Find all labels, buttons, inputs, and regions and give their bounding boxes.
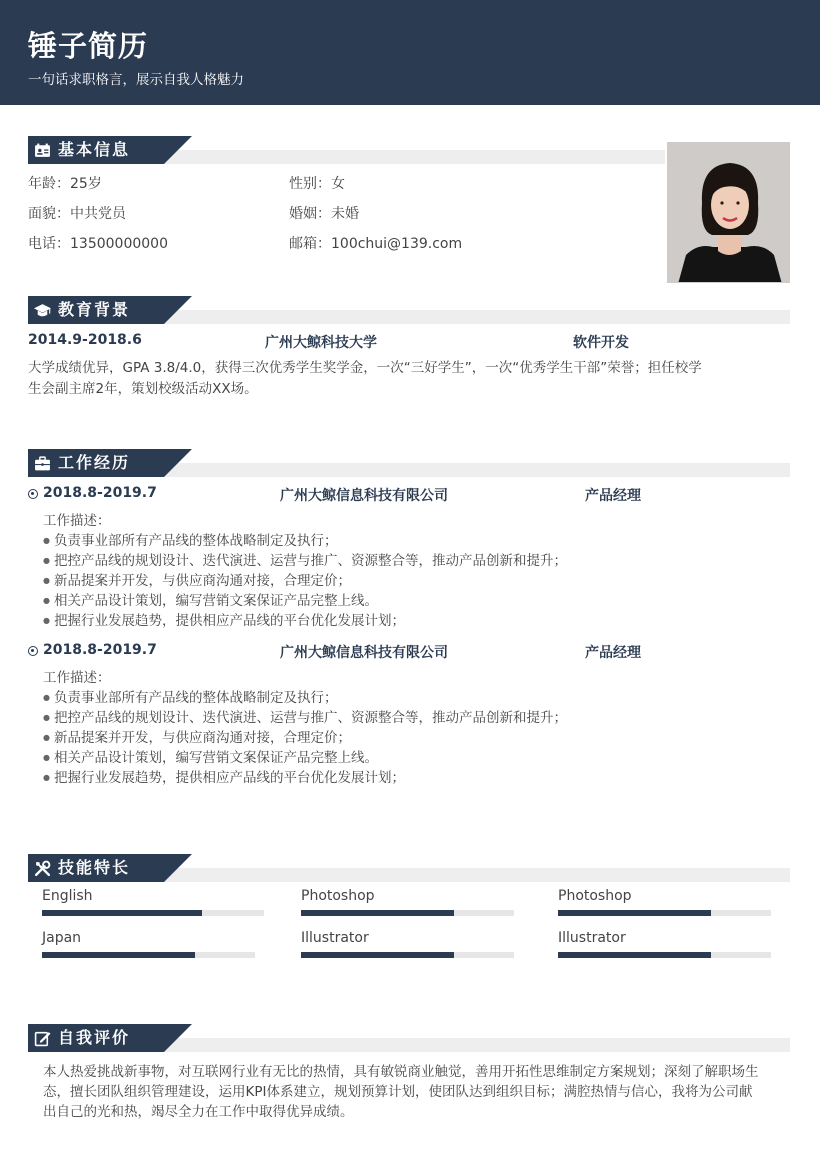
section-slant — [164, 136, 192, 164]
skill-bar — [558, 952, 771, 958]
job-period: 2018.8-2019.7 — [43, 485, 157, 501]
timeline-dot-icon — [28, 646, 38, 656]
edu-period: 2014.9-2018.6 — [28, 332, 142, 348]
job-desc-item: ● 把握行业发展趋势，提供相应产品线的平台优化发展计划； — [43, 766, 405, 786]
section-title-basic: 基本信息 — [28, 136, 164, 164]
section-title-skills: 技能特长 — [28, 854, 164, 882]
section-skills — [28, 854, 790, 882]
info-politics: 面貌：中共党员 — [28, 206, 126, 222]
section-title-self: 自我评价 — [28, 1024, 164, 1052]
timeline-dot-icon — [28, 489, 38, 499]
info-phone: 电话：13500000000 — [28, 236, 168, 252]
resume-header — [0, 0, 820, 105]
skill-name: Illustrator — [558, 930, 626, 946]
skill-bar — [42, 952, 255, 958]
skill-name: Photoshop — [301, 888, 375, 904]
job-company: 广州大鲸信息科技有限公司 — [280, 645, 448, 661]
resume-name: 锤子简历 — [28, 29, 149, 63]
job-desc-item: ● 新品提案并开发，与供应商沟通对接，合理定价； — [43, 569, 351, 589]
section-basic-info — [28, 136, 665, 164]
job-desc-item: ● 相关产品设计策划，编写营销文案保证产品完整上线。 — [43, 589, 378, 609]
job-company: 广州大鲸信息科技有限公司 — [280, 488, 448, 504]
skill-fill — [301, 952, 454, 958]
section-title-education: 教育背景 — [28, 296, 164, 324]
edu-desc-line1: 大学成绩优异，GPA 3.8/4.0，获得三次优秀学生奖学金，一次“三好学生”，一次“优秀学生干部”荣誉；担任校学 — [28, 360, 702, 376]
edu-school: 广州大鲸科技大学 — [265, 335, 377, 351]
graduation-cap-icon — [34, 302, 51, 319]
self-eval-line3: 出自己的光和热，竭尽全力在工作中取得优异成绩。 — [43, 1104, 354, 1120]
skill-bar — [301, 952, 514, 958]
skill-fill — [42, 952, 195, 958]
edit-icon — [34, 1030, 51, 1047]
section-title-work: 工作经历 — [28, 449, 164, 477]
id-card-icon — [34, 142, 51, 159]
info-marriage: 婚姻：未婚 — [289, 206, 359, 222]
skill-fill — [558, 952, 711, 958]
edu-desc-line2: 生会副主席2年，策划校级活动XX场。 — [28, 381, 258, 397]
skill-bar — [301, 910, 514, 916]
skill-fill — [301, 910, 454, 916]
skill-name: Japan — [42, 930, 82, 946]
section-work — [28, 449, 790, 477]
job-desc-item: ● 把握行业发展趋势，提供相应产品线的平台优化发展计划； — [43, 609, 405, 629]
info-age: 年龄：25岁 — [28, 176, 102, 192]
self-eval-line2: 态，擅长团队组织管理建设，运用KPI体系建立，规划预算计划，使团队达到组织目标；满腔热情与信心，我将为公司献 — [43, 1084, 753, 1100]
job-desc-item: ● 负责事业部所有产品线的整体战略制定及执行； — [43, 529, 337, 549]
skill-bar — [558, 910, 771, 916]
job-desc-item: ● 新品提案并开发，与供应商沟通对接，合理定价； — [43, 726, 351, 746]
section-slant — [164, 854, 192, 882]
job-desc-item: ● 把控产品线的规划设计、迭代演进、运营与推广、资源整合等，推动产品创新和提升； — [43, 706, 567, 726]
section-education — [28, 296, 790, 324]
info-gender: 性别：女 — [289, 176, 345, 192]
resume-motto: 一句话求职格言，展示自我人格魅力 — [28, 72, 244, 88]
info-email: 邮箱：100chui@139.com — [289, 236, 463, 252]
job-desc-label: 工作描述： — [43, 670, 111, 686]
edu-major: 软件开发 — [573, 335, 629, 351]
job-period: 2018.8-2019.7 — [43, 642, 157, 658]
job-position: 产品经理 — [585, 488, 641, 504]
section-slant — [164, 449, 192, 477]
briefcase-icon — [34, 455, 51, 472]
skill-fill — [42, 910, 202, 916]
profile-photo — [667, 142, 790, 283]
section-slant — [164, 296, 192, 324]
skill-name: English — [42, 888, 93, 904]
skill-name: Photoshop — [558, 888, 632, 904]
skill-fill — [558, 910, 711, 916]
section-slant — [164, 1024, 192, 1052]
job-position: 产品经理 — [585, 645, 641, 661]
self-eval-line1: 本人热爱挑战新事物，对互联网行业有无比的热情，具有敏锐商业触觉，善用开拓性思维制定方案规划；深刻了解职场生 — [43, 1064, 759, 1080]
job-desc-item: ● 负责事业部所有产品线的整体战略制定及执行； — [43, 686, 337, 706]
section-self-eval — [28, 1024, 790, 1052]
job-desc-label: 工作描述： — [43, 513, 111, 529]
tools-icon — [34, 860, 51, 877]
skill-name: Illustrator — [301, 930, 369, 946]
job-desc-item: ● 相关产品设计策划，编写营销文案保证产品完整上线。 — [43, 746, 378, 766]
skill-bar — [42, 910, 264, 916]
portrait-image — [668, 143, 790, 283]
job-desc-item: ● 把控产品线的规划设计、迭代演进、运营与推广、资源整合等，推动产品创新和提升； — [43, 549, 567, 569]
